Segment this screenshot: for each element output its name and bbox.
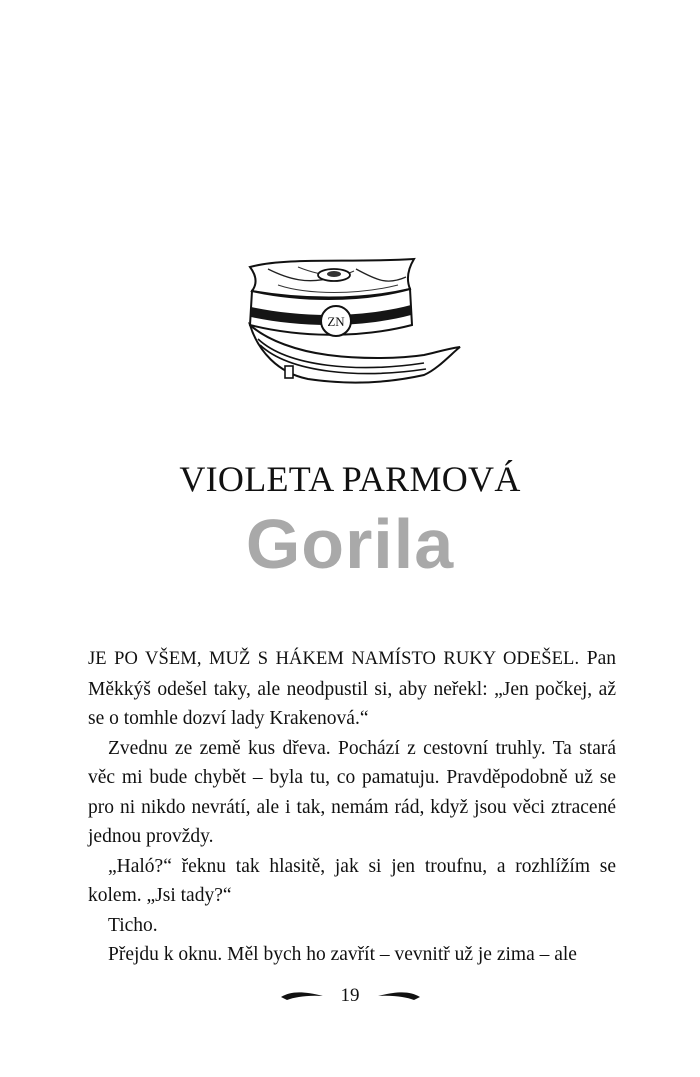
left-swash-ornament-icon — [279, 989, 325, 1003]
page-footer — [0, 982, 700, 1010]
right-swash-ornament-icon — [376, 989, 422, 1003]
paragraph: Přejdu k oknu. Měl bych ho zavřít – vevnitř už je zima – ale — [108, 944, 577, 965]
cap-badge-text: ZN — [327, 314, 345, 329]
paragraph: „Haló?“ řeknu tak hlasitě, jak si jen troufnu, a rozhlížím se kolem. „Jsi tady?“ — [88, 855, 616, 906]
paragraph — [88, 644, 616, 734]
watermark-logo: Gorila — [245, 505, 455, 583]
paragraph: Ticho. — [108, 914, 158, 936]
chapter-body-text — [88, 644, 616, 970]
page-number: 19 — [340, 985, 360, 1006]
chapter-title: VIOLETA PARMOVÁ — [179, 459, 521, 499]
paragraph-text: Pan Měkkýš odešel taky, ale neodpustil si, aby neřekl: „Jen počkej, až se o tomhle dozví lady Krakenová.“ — [88, 648, 616, 729]
paragraph: Zvednu ze země kus dřeva. Pochází z cestovní truhly. Ta stará věc mi bude chybět – byla tu, co pamatuju. Pravděpodobně už se pro ni nikdo nevrátí, ale i tak, nemám rád, když jsou věci ztracené jednou provždy. — [88, 737, 616, 847]
paragraph-lead-caps: JE PO VŠEM, MUŽ S HÁKEM NAMÍSTO RUKY ODEŠEL. — [88, 649, 580, 669]
captain-cap-illustration — [238, 255, 464, 405]
